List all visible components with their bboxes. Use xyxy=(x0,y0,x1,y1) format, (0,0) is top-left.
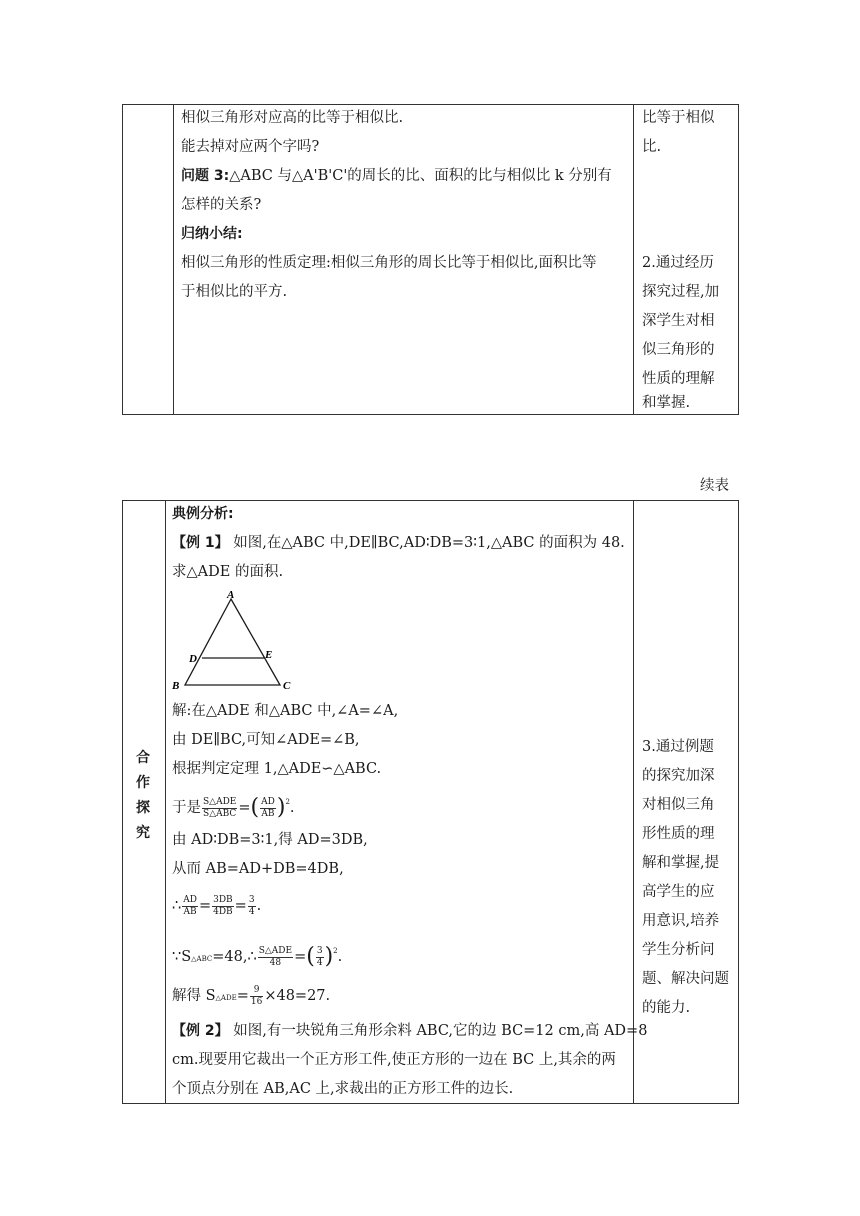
text-line: 能去掉对应两个字吗? xyxy=(181,139,320,155)
section-char: 合 xyxy=(136,750,150,766)
text-line: 怎样的关系? xyxy=(181,197,262,213)
section-char: 作 xyxy=(136,775,150,791)
summary-label: 归纳小结: xyxy=(181,226,243,242)
triangle-figure xyxy=(168,588,298,694)
column-divider xyxy=(633,105,634,414)
side-note: 用意识,培养 xyxy=(642,913,720,929)
text-line: 由 AD∶DB=3∶1,得 AD=3DB, xyxy=(172,832,368,848)
text-line: 从而 AB=AD+DB=4DB, xyxy=(172,861,344,877)
side-note: 似三角形的 xyxy=(642,342,715,358)
section-label xyxy=(133,746,153,846)
side-note: 2.通过经历 xyxy=(642,255,714,271)
fraction: $\frac{AD}{AB}$ xyxy=(183,894,197,917)
example-1 xyxy=(172,529,625,558)
text-line: 根据判定定理 1,△ADE∽△ABC. xyxy=(172,761,382,777)
formula-line: 于是 $\frac{\text{S△ADE}}{\text{S△ABC}}$ =( $\frac{AD}{AB}$ )$^2$. xyxy=(172,795,295,820)
point-label-b: B xyxy=(172,680,180,692)
fraction: $\frac{9}{16}$ xyxy=(250,984,263,1007)
side-note: 解和掌握,提 xyxy=(642,855,720,871)
column-divider xyxy=(633,501,634,1103)
formula-line: ∴ $\frac{AD}{AB}$ = $\frac{3DB}{4DB}$ = $\frac{3}{4}$ . xyxy=(172,894,262,917)
fraction: $\frac{AD}{AB}$ xyxy=(261,796,275,819)
question-3 xyxy=(181,162,612,191)
column-divider xyxy=(173,105,174,414)
side-note: 对相似三角 xyxy=(642,797,715,813)
formula-line: ∵S△ABC=48,∴ $\frac{\text{S△ADE}}{48}$ =( $\frac{3}{4}$ )$^2$. xyxy=(172,944,343,969)
side-note: 和掌握. xyxy=(642,395,691,411)
example-1-text: 如图,在△ABC 中,DE∥BC,AD∶DB=3∶1,△ABC 的面积为 48. xyxy=(228,535,625,551)
section-char: 探 xyxy=(136,800,150,816)
column-divider xyxy=(165,501,166,1103)
example-1-label: 【例 1】 xyxy=(172,535,229,551)
therefore-symbol: ∴ xyxy=(247,949,257,965)
point-label-a: A xyxy=(227,589,235,601)
formula-line: 解得 S△ADE= $\frac{9}{16}$ ×48=27. xyxy=(172,984,331,1007)
fraction: $\frac{\text{S△ADE}}{48}$ xyxy=(258,945,293,968)
example-2-text: 如图,有一块锐角三角形余料 ABC,它的边 BC=12 cm,高 AD=8 xyxy=(228,1023,648,1039)
point-label-d: D xyxy=(189,653,197,665)
text-line: 求△ADE 的面积. xyxy=(172,564,284,580)
side-note: 比. xyxy=(642,139,662,155)
fraction: $\frac{\text{S△ADE}}{\text{S△ABC}}$ xyxy=(203,796,237,819)
point-label-e: E xyxy=(265,649,273,661)
fraction: $\frac{3DB}{4DB}$ xyxy=(213,894,233,917)
text-line: cm.现要用它裁出一个正方形工件,使正方形的一边在 BC 上,其余的两 xyxy=(172,1052,616,1068)
text-line: 相似三角形的性质定理:相似三角形的周长比等于相似比,面积比等 xyxy=(181,255,597,271)
text-line: 于相似比的平方. xyxy=(181,284,288,300)
side-note: 深学生对相 xyxy=(642,313,715,329)
side-note: 题、解决问题 xyxy=(642,971,729,987)
side-note: 的探究加深 xyxy=(642,768,715,784)
text-line: 相似三角形对应高的比等于相似比. xyxy=(181,110,404,126)
therefore-symbol: ∴ xyxy=(172,898,182,914)
side-note: 形性质的理 xyxy=(642,826,715,842)
point-label-c: C xyxy=(283,680,291,692)
side-note: 性质的理解 xyxy=(642,371,715,387)
text-line: 由 DE∥BC,可知∠ADE=∠B, xyxy=(172,732,360,748)
because-symbol: ∵ xyxy=(172,949,182,965)
question-3-text: △ABC 与△A'B'C'的周长的比、面积的比与相似比 k 分别有 xyxy=(229,168,612,184)
section-char: 究 xyxy=(136,825,150,841)
side-note: 探究过程,加 xyxy=(642,284,720,300)
continued-label: 续表 xyxy=(700,478,729,494)
side-note: 学生分析问 xyxy=(642,942,715,958)
side-note: 比等于相似 xyxy=(642,110,715,126)
fraction: $\frac{3}{4}$ xyxy=(248,894,255,917)
triangle-abc xyxy=(185,599,280,685)
section-heading: 典例分析: xyxy=(172,506,234,522)
example-2-label: 【例 2】 xyxy=(172,1023,229,1039)
fraction: $\frac{3}{4}$ xyxy=(316,945,323,968)
side-note: 3.通过例题 xyxy=(642,739,714,755)
question-3-label: 问题 3: xyxy=(181,168,230,184)
example-2 xyxy=(172,1017,647,1046)
text-line: 解:在△ADE 和△ABC 中,∠A=∠A, xyxy=(172,703,399,719)
text-line: 个顶点分别在 AB,AC 上,求裁出的正方形工件的边长. xyxy=(172,1081,514,1097)
side-note: 高学生的应 xyxy=(642,884,715,900)
side-note: 的能力. xyxy=(642,1000,691,1016)
